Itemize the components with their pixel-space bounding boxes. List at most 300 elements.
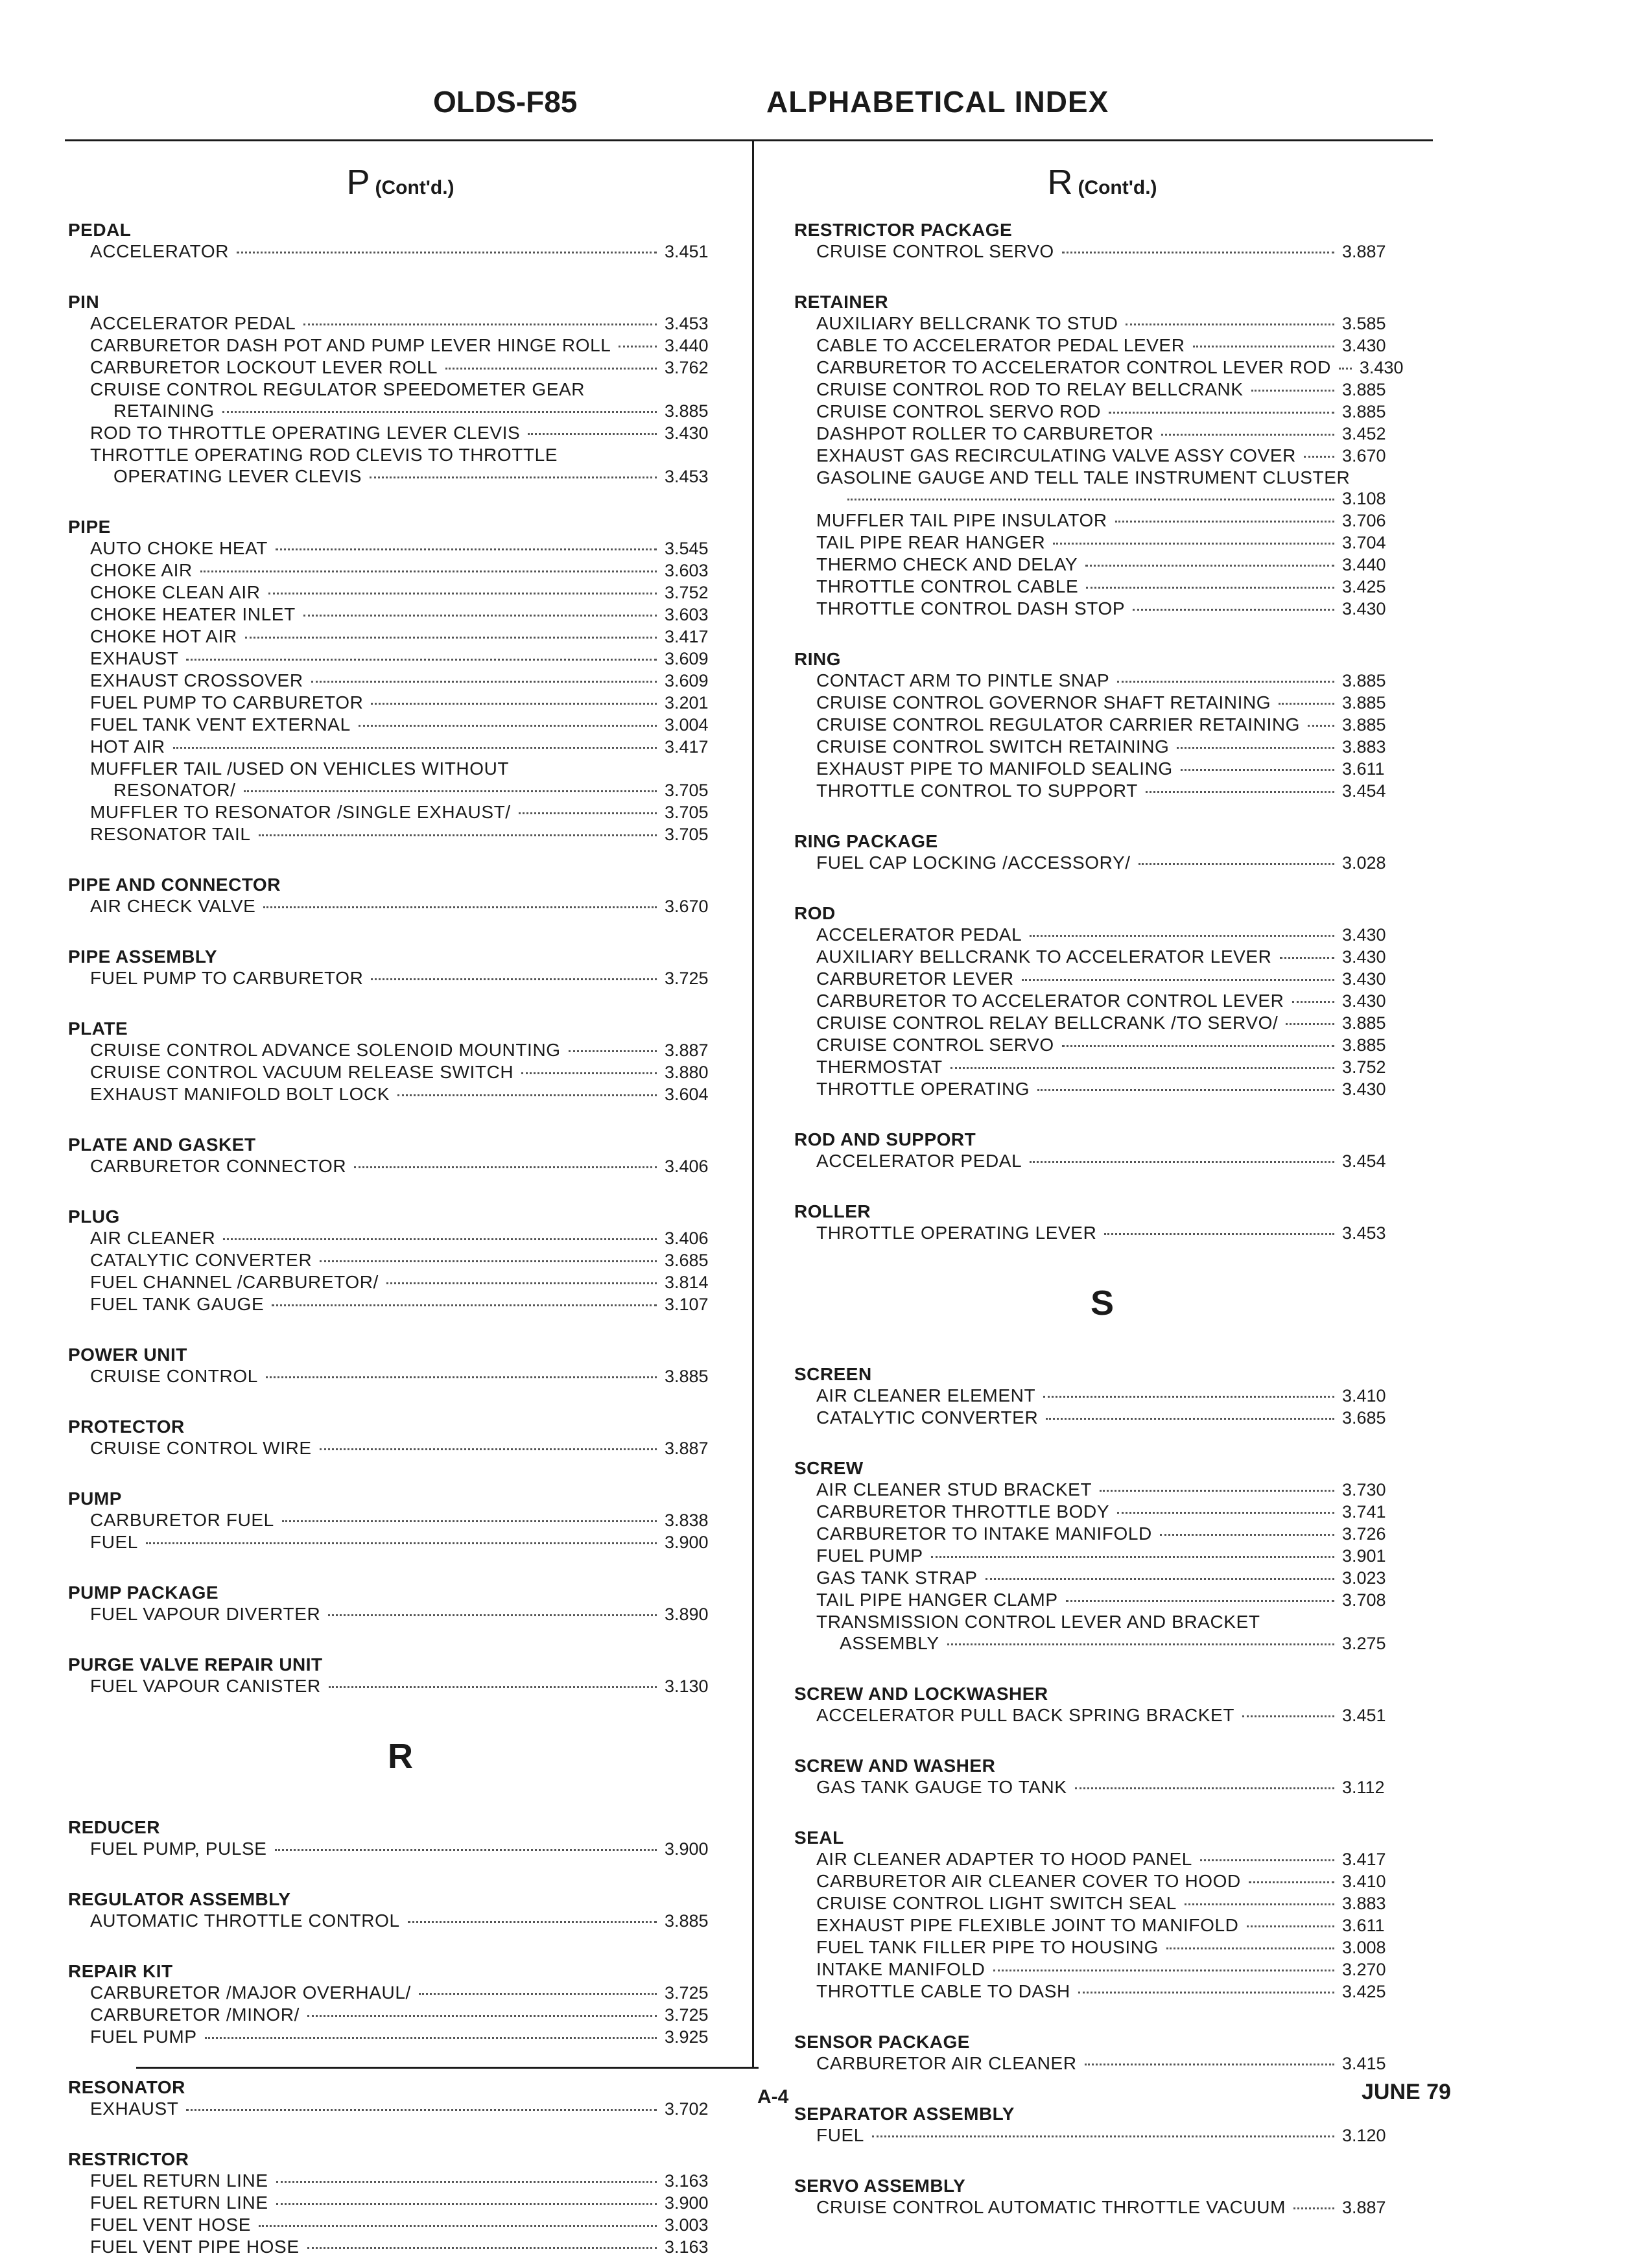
index-entry bbox=[68, 312, 733, 335]
leader-dots bbox=[1166, 1947, 1334, 1949]
index-group bbox=[68, 1416, 733, 1459]
leader-dots bbox=[1053, 543, 1334, 545]
entry-page: 3.603 bbox=[665, 561, 709, 580]
entry-label: AUTO CHOKE HEAT bbox=[90, 538, 268, 558]
entry-label: THROTTLE CONTROL CABLE bbox=[816, 576, 1079, 596]
entry-page: 3.454 bbox=[1342, 1151, 1386, 1171]
index-entry bbox=[68, 967, 733, 989]
index-entry bbox=[68, 400, 733, 422]
entry-page: 3.670 bbox=[665, 897, 709, 916]
leader-dots bbox=[931, 1556, 1334, 1558]
leader-dots bbox=[186, 659, 657, 661]
index-group bbox=[794, 1457, 1410, 1654]
index-entry bbox=[68, 241, 733, 263]
leader-dots bbox=[1085, 2064, 1334, 2065]
entry-label: EXHAUST PIPE FLEXIBLE JOINT TO MANIFOLD bbox=[816, 1915, 1239, 1935]
index-entry bbox=[794, 554, 1410, 576]
index-entry bbox=[68, 1675, 733, 1697]
leader-dots bbox=[186, 2109, 657, 2111]
leader-dots bbox=[272, 1304, 657, 1306]
entry-page: 3.887 bbox=[1342, 242, 1386, 261]
leader-dots bbox=[1046, 1418, 1334, 1420]
leader-dots bbox=[1279, 703, 1334, 705]
entry-label: FUEL VENT HOSE bbox=[90, 2215, 252, 2235]
index-entry bbox=[68, 1039, 733, 1061]
entry-label: EXHAUST bbox=[90, 2099, 179, 2119]
entry-label: GAS TANK STRAP bbox=[816, 1568, 978, 1588]
entry-label: ACCELERATOR PEDAL bbox=[816, 924, 1022, 945]
groups-p bbox=[68, 219, 733, 1697]
leader-dots bbox=[320, 1260, 657, 1262]
leader-dots bbox=[1062, 252, 1334, 253]
entry-page: 3.430 bbox=[1342, 947, 1386, 967]
leader-dots bbox=[947, 1643, 1334, 1645]
index-entry bbox=[68, 422, 733, 444]
leader-dots bbox=[259, 834, 657, 836]
entry-page: 3.585 bbox=[1342, 314, 1386, 333]
leader-dots bbox=[1242, 1715, 1334, 1717]
index-entry bbox=[68, 1271, 733, 1293]
entry-label: CHOKE CLEAN AIR bbox=[90, 582, 261, 602]
index-group bbox=[68, 291, 733, 488]
leader-dots bbox=[1139, 863, 1334, 865]
group-title: PEDAL bbox=[68, 220, 132, 240]
entry-page: 3.425 bbox=[1342, 1982, 1386, 2001]
index-entry bbox=[68, 2004, 733, 2026]
entry-page: 3.887 bbox=[665, 1439, 709, 1458]
entry-page: 3.885 bbox=[1342, 715, 1386, 735]
index-entry bbox=[794, 1870, 1410, 1892]
group-title: PROTECTOR bbox=[68, 1417, 185, 1437]
entry-label: ACCELERATOR PEDAL bbox=[816, 1151, 1022, 1171]
entry-page: 3.880 bbox=[665, 1063, 709, 1082]
index-entry bbox=[68, 692, 733, 714]
group-title: SERVO ASSEMBLY bbox=[794, 2176, 966, 2196]
entry-label: AIR CLEANER STUD BRACKET bbox=[816, 1479, 1092, 1499]
leader-dots bbox=[244, 790, 657, 792]
entry-page: 3.415 bbox=[1342, 2054, 1386, 2073]
entry-page: 3.417 bbox=[665, 627, 709, 646]
index-group bbox=[68, 2076, 733, 2120]
header-rule bbox=[65, 139, 1433, 141]
entry-page: 3.406 bbox=[665, 1157, 709, 1176]
index-entry bbox=[68, 823, 733, 845]
entry-page: 3.885 bbox=[1342, 1013, 1386, 1033]
leader-dots bbox=[173, 747, 657, 749]
leader-dots bbox=[1043, 1396, 1334, 1398]
index-group bbox=[68, 219, 733, 263]
entry-page: 3.730 bbox=[1342, 1480, 1386, 1499]
entry-label: FUEL PUMP, PULSE bbox=[90, 1839, 267, 1859]
entry-page: 3.885 bbox=[665, 401, 709, 421]
entry-label: HOT AIR bbox=[90, 736, 165, 757]
index-group bbox=[68, 874, 733, 917]
index-entry bbox=[68, 2026, 733, 2048]
index-entry bbox=[794, 1078, 1410, 1100]
group-title: PUMP bbox=[68, 1488, 122, 1509]
left-column bbox=[68, 162, 733, 2258]
entry-page: 3.270 bbox=[1342, 1960, 1386, 1979]
group-title: RESTRICTOR bbox=[68, 2149, 189, 2169]
index-entry bbox=[794, 1776, 1410, 1798]
leader-dots bbox=[1062, 1045, 1334, 1047]
entry-page: 3.425 bbox=[1342, 577, 1386, 596]
entry-label: THROTTLE CONTROL DASH STOP bbox=[816, 598, 1126, 618]
entry-page: 3.885 bbox=[1342, 693, 1386, 712]
entry-label: CRUISE CONTROL REGULATOR SPEEDOMETER GEAR bbox=[90, 379, 585, 399]
index-entry bbox=[794, 2196, 1410, 2218]
leader-dots bbox=[223, 1238, 657, 1240]
leader-dots bbox=[354, 1166, 657, 1168]
leader-dots bbox=[521, 1072, 657, 1074]
index-entry bbox=[68, 1437, 733, 1459]
entry-label: CHOKE HOT AIR bbox=[90, 626, 237, 646]
index-entry bbox=[68, 1365, 733, 1387]
entry-label: MUFFLER TAIL PIPE INSULATOR bbox=[816, 510, 1107, 530]
leader-dots bbox=[222, 411, 657, 413]
index-entry bbox=[68, 2170, 733, 2192]
entry-page: 3.163 bbox=[665, 2237, 709, 2257]
index-entry bbox=[68, 465, 733, 488]
index-entry bbox=[794, 467, 1410, 488]
entry-label: AUTOMATIC THROTTLE CONTROL bbox=[90, 1911, 400, 1931]
entry-page: 3.410 bbox=[1342, 1386, 1386, 1405]
index-group bbox=[68, 1488, 733, 1553]
index-entry bbox=[794, 423, 1410, 445]
entry-label: CHOKE AIR bbox=[90, 560, 193, 580]
page-header bbox=[65, 84, 1433, 143]
entry-page: 3.430 bbox=[1342, 599, 1386, 618]
leader-dots bbox=[1030, 1161, 1334, 1163]
index-entry bbox=[68, 335, 733, 357]
index-entry bbox=[794, 1407, 1410, 1429]
entry-page: 3.410 bbox=[1342, 1872, 1386, 1891]
leader-dots bbox=[370, 476, 657, 478]
entry-page: 3.725 bbox=[665, 1983, 709, 2003]
index-entry bbox=[794, 1704, 1410, 1726]
entry-label: FUEL TANK GAUGE bbox=[90, 1294, 265, 1314]
entry-label: AIR CHECK VALVE bbox=[90, 896, 256, 916]
leader-dots bbox=[263, 906, 657, 908]
leader-dots bbox=[359, 725, 657, 727]
entry-label: THROTTLE OPERATING ROD CLEVIS TO THROTTLE bbox=[90, 445, 558, 465]
index-entry bbox=[794, 946, 1410, 968]
entry-label: EXHAUST CROSSOVER bbox=[90, 670, 303, 690]
index-entry bbox=[794, 532, 1410, 554]
leader-dots bbox=[1117, 1512, 1334, 1514]
index-entry bbox=[794, 401, 1410, 423]
letter-heading-p bbox=[68, 162, 733, 202]
index-entry bbox=[794, 445, 1410, 467]
index-entry bbox=[68, 1083, 733, 1105]
index-entry bbox=[794, 1892, 1410, 1914]
index-entry bbox=[68, 670, 733, 692]
index-entry bbox=[794, 924, 1410, 946]
index-entry bbox=[794, 692, 1410, 714]
entry-label: AUXILIARY BELLCRANK TO ACCELERATOR LEVER bbox=[816, 947, 1272, 967]
index-entry bbox=[794, 598, 1410, 620]
entry-label: FUEL TANK FILLER PIPE TO HOUSING bbox=[816, 1937, 1159, 1957]
index-entry bbox=[794, 1385, 1410, 1407]
group-title: ROLLER bbox=[794, 1201, 871, 1221]
entry-label: AUXILIARY BELLCRANK TO STUD bbox=[816, 313, 1118, 333]
groups-r-right bbox=[794, 219, 1410, 1244]
entry-label: ASSEMBLY bbox=[840, 1633, 939, 1653]
entry-label: ACCELERATOR PEDAL bbox=[90, 313, 296, 333]
entry-page: 3.705 bbox=[665, 825, 709, 844]
entry-label: CRUISE CONTROL SERVO bbox=[816, 241, 1054, 261]
entry-label: FUEL RETURN LINE bbox=[90, 2193, 268, 2213]
letter-heading-s: S bbox=[1090, 1284, 1115, 1323]
index-entry bbox=[68, 736, 733, 758]
leader-dots bbox=[1249, 1881, 1334, 1883]
group-title: PURGE VALVE REPAIR UNIT bbox=[68, 1654, 323, 1675]
entry-page: 3.609 bbox=[665, 649, 709, 668]
entry-label: CARBURETOR LOCKOUT LEVER ROLL bbox=[90, 357, 438, 377]
letter-heading-r-contd bbox=[794, 162, 1410, 202]
entry-page: 3.885 bbox=[1342, 671, 1386, 690]
leader-dots bbox=[276, 2203, 657, 2205]
leader-dots bbox=[528, 433, 657, 435]
index-group bbox=[794, 902, 1410, 1100]
entry-label: DASHPOT ROLLER TO CARBURETOR bbox=[816, 423, 1154, 443]
group-title: REGULATOR ASSEMBLY bbox=[68, 1889, 291, 1909]
entry-label: FUEL RETURN LINE bbox=[90, 2170, 268, 2191]
entry-label: CATALYTIC CONVERTER bbox=[90, 1250, 313, 1270]
entry-label: THROTTLE OPERATING bbox=[816, 1079, 1030, 1099]
index-group bbox=[794, 1683, 1410, 1726]
entry-page: 3.887 bbox=[1342, 2198, 1386, 2217]
group-title: PIPE ASSEMBLY bbox=[68, 947, 218, 967]
entry-page: 3.451 bbox=[1342, 1706, 1386, 1725]
entry-label: CARBURETOR THROTTLE BODY bbox=[816, 1501, 1110, 1522]
group-title: SENSOR PACKAGE bbox=[794, 2032, 970, 2052]
entry-page: 3.453 bbox=[665, 467, 709, 486]
entry-page: 3.003 bbox=[665, 2215, 709, 2235]
entry-page: 3.603 bbox=[665, 605, 709, 624]
entry-page: 3.452 bbox=[1342, 424, 1386, 443]
right-column bbox=[794, 162, 1410, 2218]
leader-dots bbox=[307, 2015, 657, 2017]
entry-page: 3.885 bbox=[665, 1367, 709, 1386]
entry-page: 3.708 bbox=[1342, 1590, 1386, 1610]
entry-page: 3.430 bbox=[1342, 336, 1386, 355]
leader-dots bbox=[1247, 1925, 1335, 1927]
index-entry bbox=[794, 758, 1410, 780]
entry-page: 3.885 bbox=[665, 1911, 709, 1931]
leader-dots bbox=[371, 978, 657, 980]
entry-page: 3.900 bbox=[665, 1839, 709, 1859]
entry-page: 3.023 bbox=[1342, 1568, 1386, 1588]
entry-page: 3.430 bbox=[665, 423, 709, 443]
groups-s bbox=[794, 1363, 1410, 2218]
entry-label: CARBURETOR LEVER bbox=[816, 969, 1014, 989]
column-divider bbox=[752, 141, 754, 2067]
entry-page: 3.107 bbox=[665, 1295, 709, 1314]
group-title: RING bbox=[794, 649, 841, 669]
entry-page: 3.120 bbox=[1342, 2126, 1386, 2145]
entry-page: 3.163 bbox=[665, 2171, 709, 2191]
entry-label: EXHAUST PIPE TO MANIFOLD SEALING bbox=[816, 759, 1173, 779]
index-entry bbox=[794, 576, 1410, 598]
entry-page: 3.430 bbox=[1359, 358, 1404, 377]
index-entry bbox=[68, 1910, 733, 1932]
index-entry bbox=[794, 736, 1410, 758]
entry-page: 3.883 bbox=[1342, 1894, 1386, 1913]
leader-dots bbox=[1085, 565, 1334, 567]
group-title: PLATE AND GASKET bbox=[68, 1135, 256, 1155]
entry-label: CARBURETOR AIR CLEANER bbox=[816, 2053, 1077, 2073]
entry-page: 3.004 bbox=[665, 715, 709, 735]
index-group bbox=[794, 1755, 1410, 1798]
index-group bbox=[68, 1817, 733, 1860]
index-entry bbox=[794, 1589, 1410, 1611]
entry-label: CARBURETOR TO INTAKE MANIFOLD bbox=[816, 1523, 1152, 1544]
entry-page: 3.417 bbox=[665, 737, 709, 757]
leader-dots bbox=[275, 1849, 657, 1851]
index-group bbox=[794, 2031, 1410, 2075]
leader-dots bbox=[445, 368, 657, 370]
index-entry bbox=[794, 1567, 1410, 1589]
entry-label: CRUISE CONTROL VACUUM RELEASE SWITCH bbox=[90, 1062, 514, 1082]
index-entry bbox=[794, 1501, 1410, 1523]
index-entry bbox=[794, 335, 1410, 357]
entry-page: 3.685 bbox=[665, 1251, 709, 1270]
index-group bbox=[794, 1129, 1410, 1172]
index-entry bbox=[794, 1034, 1410, 1056]
index-group bbox=[794, 291, 1410, 620]
leader-dots bbox=[1133, 609, 1334, 611]
leader-dots bbox=[386, 1282, 657, 1284]
index-group bbox=[68, 1344, 733, 1387]
leader-dots bbox=[1115, 521, 1334, 523]
index-group bbox=[794, 1201, 1410, 1244]
entry-page: 3.008 bbox=[1342, 1938, 1386, 1957]
leader-dots bbox=[1078, 1992, 1334, 1993]
index-entry bbox=[794, 1914, 1410, 1936]
index-entry bbox=[794, 1222, 1410, 1244]
leader-dots bbox=[328, 1614, 657, 1616]
entry-page: 3.885 bbox=[1342, 402, 1386, 421]
entry-page: 3.453 bbox=[1342, 1223, 1386, 1243]
leader-dots bbox=[1126, 323, 1334, 325]
index-entry bbox=[794, 357, 1410, 379]
entry-page: 3.451 bbox=[665, 242, 709, 261]
entry-page: 3.883 bbox=[1342, 737, 1386, 757]
entry-label: FUEL TANK VENT EXTERNAL bbox=[90, 714, 351, 735]
leader-dots bbox=[276, 2181, 657, 2183]
index-group bbox=[794, 2175, 1410, 2218]
index-entry bbox=[794, 1545, 1410, 1567]
entry-page: 3.901 bbox=[1342, 1546, 1386, 1566]
index-entry bbox=[794, 241, 1410, 263]
page-number: A-4 bbox=[757, 2086, 789, 2108]
entry-label: EXHAUST MANIFOLD BOLT LOCK bbox=[90, 1084, 390, 1104]
leader-dots bbox=[1304, 456, 1334, 458]
group-title: REPAIR KIT bbox=[68, 1961, 173, 1981]
leader-dots bbox=[276, 548, 657, 550]
leader-dots bbox=[259, 2225, 657, 2227]
index-group bbox=[68, 2148, 733, 2258]
group-title: PLUG bbox=[68, 1206, 120, 1227]
entry-label: THROTTLE OPERATING LEVER bbox=[816, 1223, 1097, 1243]
entry-label: RETAINING bbox=[113, 401, 215, 421]
index-entry bbox=[794, 1848, 1410, 1870]
leader-dots bbox=[307, 2247, 657, 2249]
index-group bbox=[68, 946, 733, 989]
index-entry bbox=[794, 852, 1410, 874]
entry-label: TAIL PIPE REAR HANGER bbox=[816, 532, 1046, 552]
entry-page: 3.440 bbox=[1342, 555, 1386, 574]
entry-page: 3.752 bbox=[665, 583, 709, 602]
index-entry bbox=[68, 537, 733, 559]
group-title: REDUCER bbox=[68, 1817, 160, 1837]
index-entry bbox=[794, 379, 1410, 401]
entry-label: CRUISE CONTROL RELAY BELLCRANK /TO SERVO/ bbox=[816, 1013, 1279, 1033]
index-group bbox=[794, 219, 1410, 263]
entry-label: CRUISE CONTROL SERVO bbox=[816, 1035, 1054, 1055]
entry-label: FUEL VAPOUR DIVERTER bbox=[90, 1604, 321, 1624]
entry-label: CARBURETOR FUEL bbox=[90, 1510, 274, 1530]
index-group bbox=[68, 1960, 733, 2048]
leader-dots bbox=[1086, 587, 1334, 589]
group-title: ROD AND SUPPORT bbox=[794, 1129, 976, 1149]
leader-dots bbox=[1200, 1859, 1334, 1861]
entry-page: 3.453 bbox=[665, 314, 709, 333]
entry-label: FUEL PUMP TO CARBURETOR bbox=[90, 692, 364, 712]
entry-label: CRUISE CONTROL WIRE bbox=[90, 1438, 312, 1458]
entry-page: 3.440 bbox=[665, 336, 709, 355]
entry-page: 3.201 bbox=[665, 693, 709, 712]
leader-dots bbox=[1293, 2207, 1334, 2209]
entry-label: GAS TANK GAUGE TO TANK bbox=[816, 1777, 1067, 1797]
index-entry bbox=[794, 1150, 1410, 1172]
index-entry bbox=[794, 780, 1410, 802]
group-title: RESONATOR bbox=[68, 2077, 185, 2097]
entry-page: 3.108 bbox=[1342, 489, 1386, 508]
index-group bbox=[794, 2103, 1410, 2146]
leader-dots bbox=[985, 1578, 1334, 1580]
entry-label: FUEL bbox=[816, 2125, 864, 2145]
group-title: PLATE bbox=[68, 1018, 128, 1039]
leader-dots bbox=[619, 346, 657, 347]
entry-label: CATALYTIC CONVERTER bbox=[816, 1407, 1039, 1428]
entry-label: RESONATOR TAIL bbox=[90, 824, 251, 844]
leader-dots bbox=[1161, 434, 1334, 436]
entry-label: ACCELERATOR PULL BACK SPRING BRACKET bbox=[816, 1705, 1235, 1725]
entry-page: 3.604 bbox=[665, 1085, 709, 1104]
entry-page: 3.705 bbox=[665, 781, 709, 800]
index-group bbox=[794, 648, 1410, 802]
entry-label: ACCELERATOR bbox=[90, 241, 230, 261]
entry-label: FUEL PUMP bbox=[816, 1546, 923, 1566]
entry-label: THROTTLE CABLE TO DASH bbox=[816, 1981, 1070, 2001]
entry-page: 3.900 bbox=[665, 2193, 709, 2213]
index-entry bbox=[794, 510, 1410, 532]
entry-page: 3.430 bbox=[1342, 1079, 1386, 1099]
entry-label: CARBURETOR DASH POT AND PUMP LEVER HINGE ROLL bbox=[90, 335, 611, 355]
leader-dots bbox=[1160, 1534, 1334, 1536]
entry-page: 3.112 bbox=[1342, 1778, 1385, 1797]
index-entry bbox=[68, 2098, 733, 2120]
entry-page: 3.430 bbox=[1342, 925, 1386, 945]
leader-dots bbox=[1286, 1023, 1334, 1025]
leader-dots bbox=[1308, 725, 1334, 727]
index-entry bbox=[68, 895, 733, 917]
entry-label: CRUISE CONTROL SWITCH RETAINING bbox=[816, 736, 1170, 757]
entry-label: CABLE TO ACCELERATOR PEDAL LEVER bbox=[816, 335, 1185, 355]
entry-label: EXHAUST bbox=[90, 648, 179, 668]
